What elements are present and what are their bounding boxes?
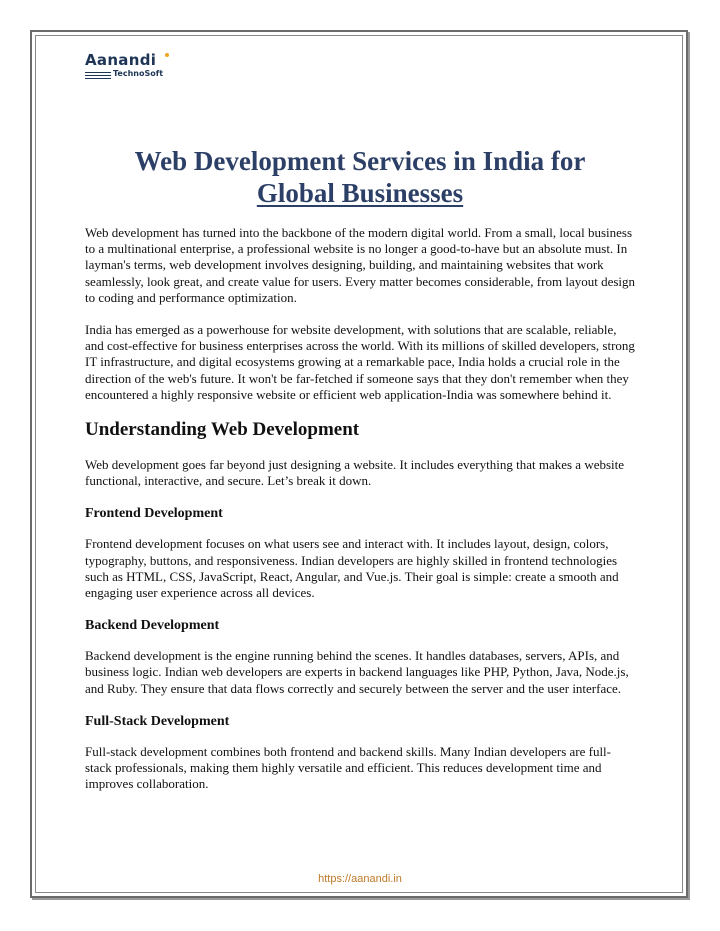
page-title <box>85 145 635 209</box>
subsection-body-fullstack: Full-stack development combines both frontend and backend skills. Many Indian developers are full-stack professionals, making them highly versatile and efficient. This reduces development time and improves collaboration. <box>85 743 611 792</box>
subsection-body-frontend: Frontend development focuses on what users see and interact with. It includes layout, design, colors, typography, buttons, and responsiveness. Indian developers are highly skilled in frontend technologies such as HTML, CSS, JavaScript, React, Angular, and Vue.js. Their goal is simple: create a smooth and engaging user experience across all devices. <box>85 536 619 601</box>
subsection-body-backend: Backend development is the engine running behind the scenes. It handles databases, servers, APIs, and business logic. Indian web developers are experts in backend languages like PHP, Python, Java, Node.js, and Ruby. They ensure that data flows correctly and securely between the server and the user interface. <box>85 648 629 696</box>
document-body <box>85 145 635 808</box>
subsection-heading-frontend: Frontend Development <box>85 506 223 522</box>
title-line-1: Web Development Services in India for <box>134 146 586 176</box>
intro-paragraph-1: Web development has turned into the backbone of the modern digital world. From a small, local business to a multinational enterprise, a professional website is no longer a good-to-have but an absolute must. In layman's terms, web development involves designing, building, and maintaining websites that work seamlessly, look great, and create value for users. Every matter becomes considerable, from layout design to coding and performance optimization. <box>85 225 636 305</box>
logo-accent-dot-icon <box>165 53 169 57</box>
subsection-heading-fullstack: Full-Stack Development <box>85 713 230 729</box>
section-intro: Web development goes far beyond just designing a website. It includes everything that makes a website functional, interactive, and secure. Let’s break it down. <box>85 457 625 489</box>
company-logo <box>85 52 175 86</box>
logo-lines-icon <box>85 72 111 80</box>
title-line-2: Global Businesses <box>256 178 464 208</box>
subsection-heading-backend: Backend Development <box>85 618 220 634</box>
section-heading: Understanding Web Development <box>85 419 360 441</box>
logo-subtitle: TechnoSoft <box>113 69 164 78</box>
footer-website-link[interactable]: https://aanandi.in <box>318 873 402 885</box>
intro-paragraph-2: India has emerged as a powerhouse for website development, with solutions that are scalable, reliable, and cost-effective for business enterprises across the world. With its millions of skilled developers, strong IT infrastructure, and digital ecosystems growing at a remarkable pace, India holds a crucial role in the direction of the web's future. It won't be far-fetched if someone says that they don't remember when they encountered a highly responsive website or efficient web application-India was somewhere behind it. <box>85 322 635 402</box>
logo-name: Aanandi <box>85 51 157 69</box>
